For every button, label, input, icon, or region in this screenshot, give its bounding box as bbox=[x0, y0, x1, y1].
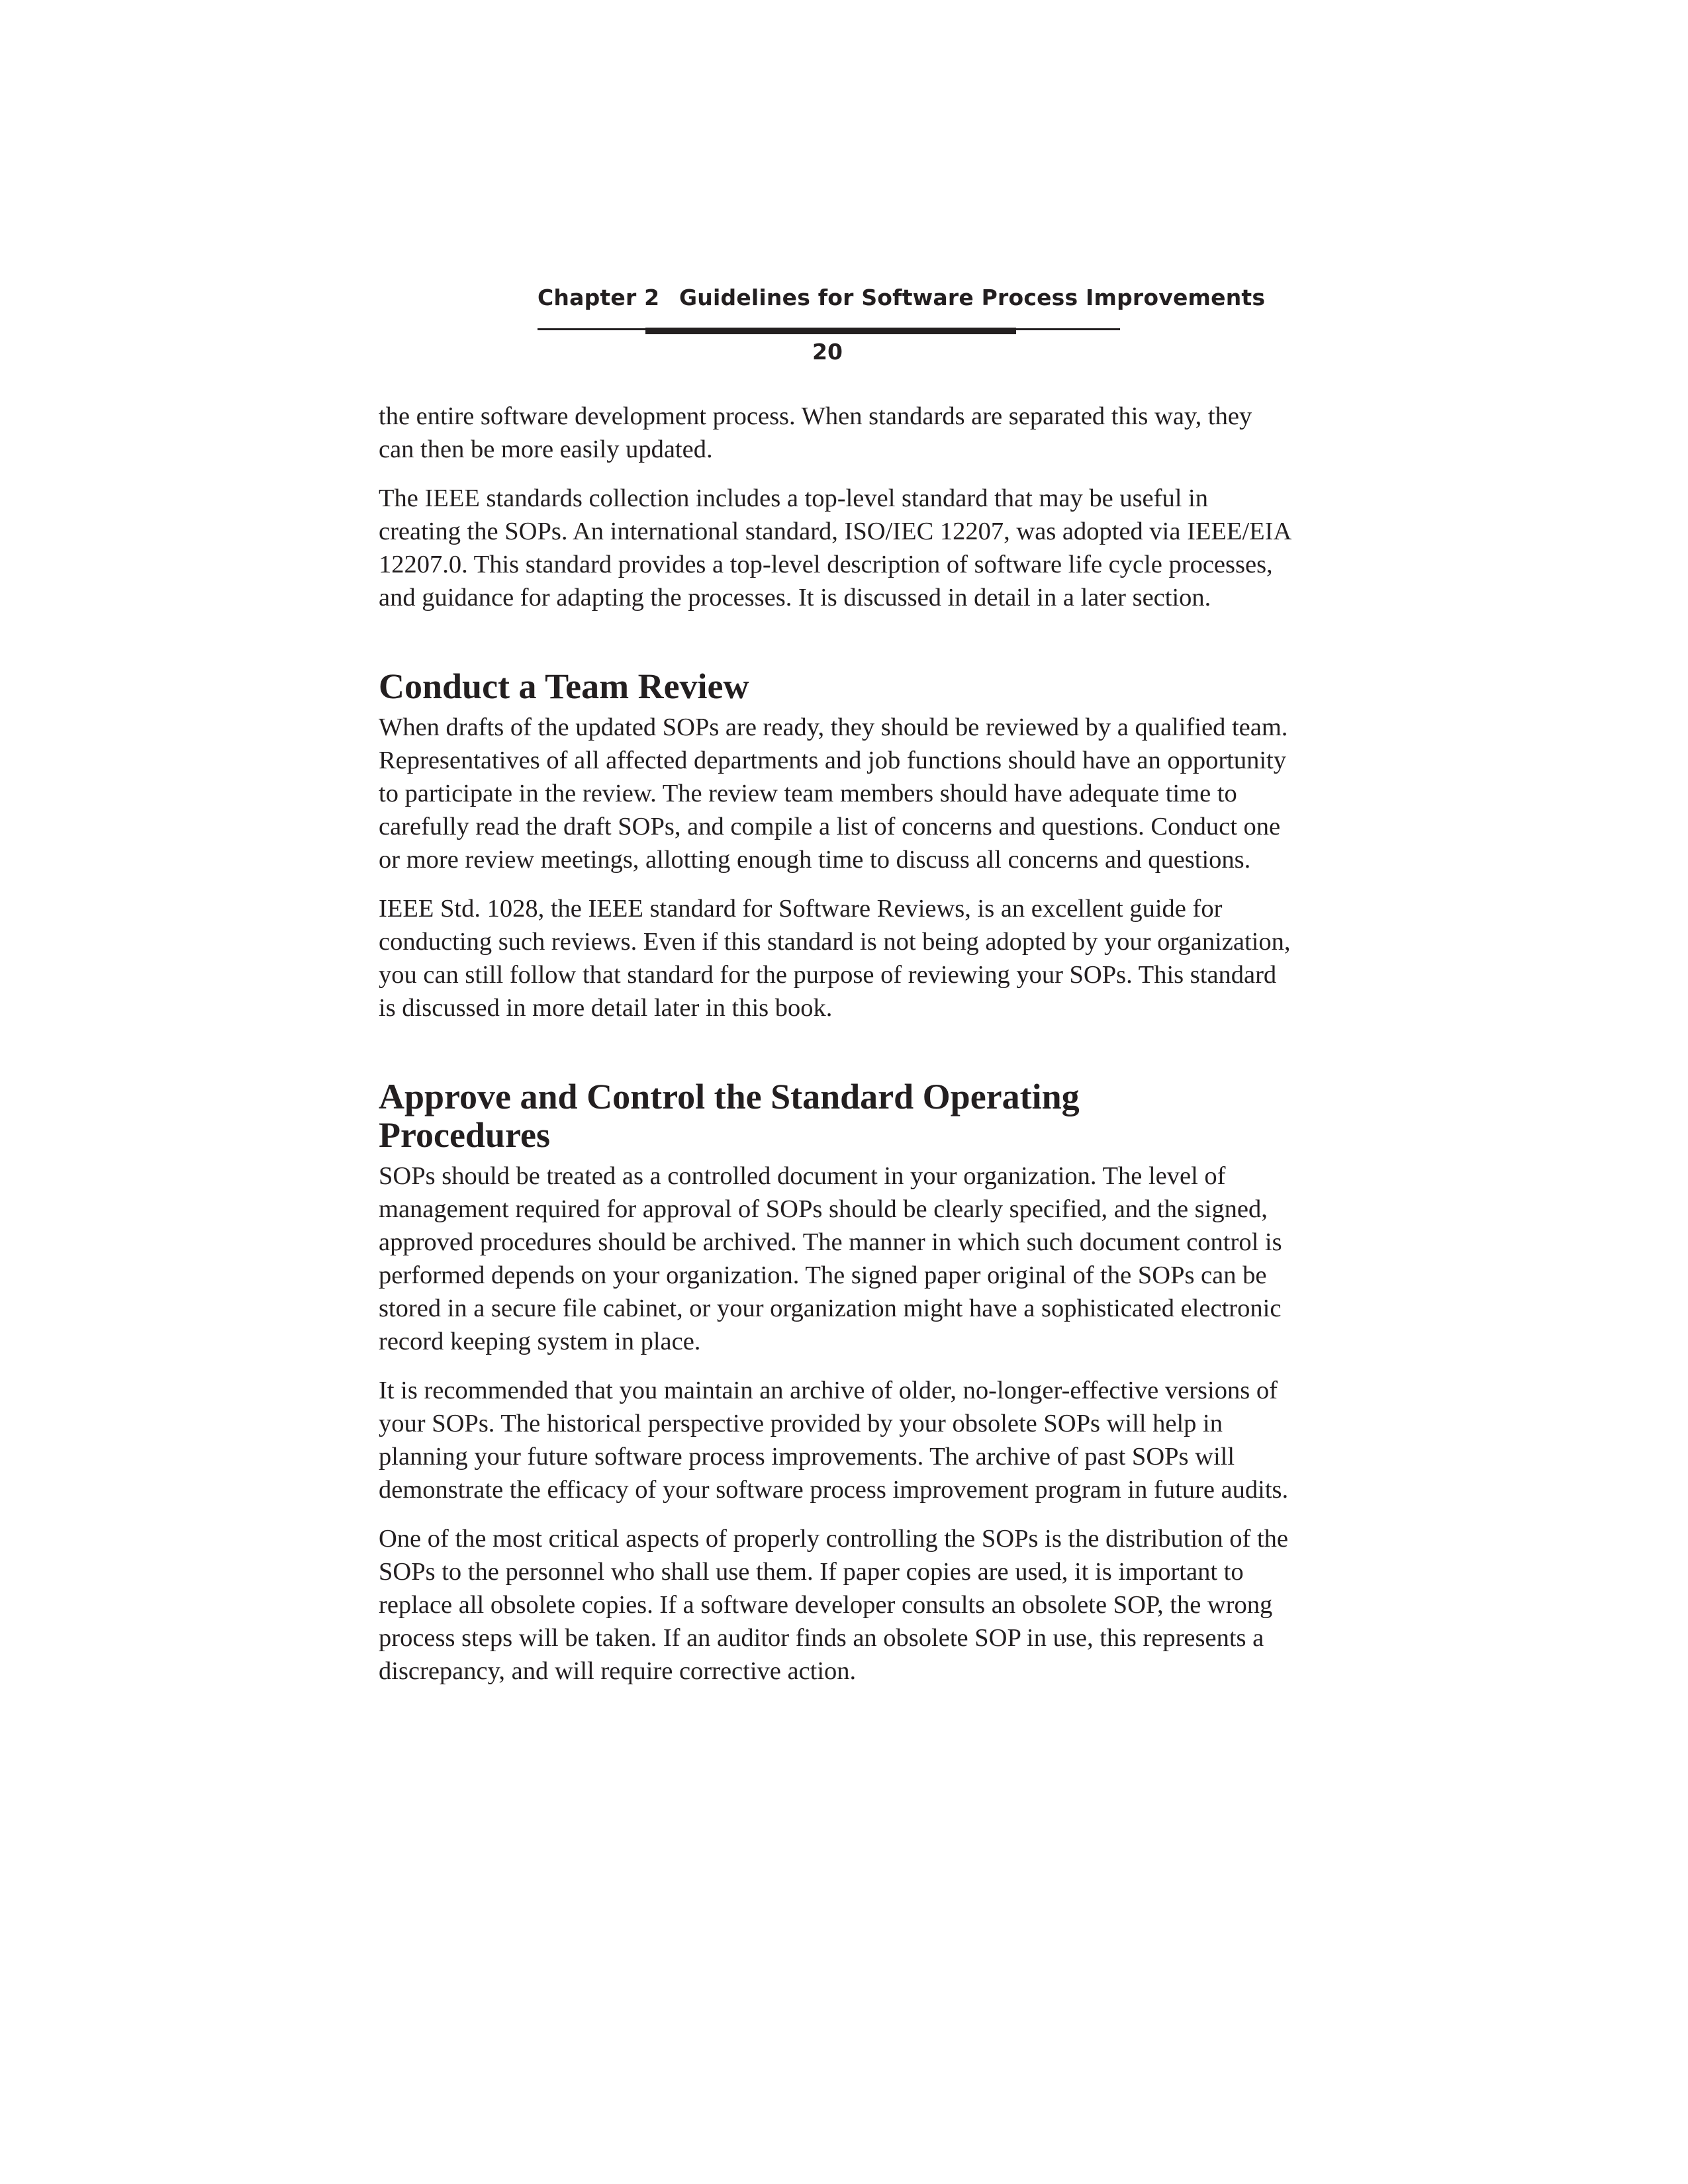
paragraph: The IEEE standards collection includes a top-level standard that may be useful in creating the SOPs. An international standard, ISO/IEC 12207, was adopted via IEEE/EIA 12207.0. This standard provides a top-level description of software life cycle processes, and guidance for adapting the processes. It is discussed in detail in a later section. bbox=[379, 484, 1291, 612]
paragraph: One of the most critical aspects of properly controlling the SOPs is the distribution of the SOPs to the personnel who shall use them. If paper copies are used, it is important to replace all obsolete copies. If a software developer consults an obsolete SOP, the wrong process steps will be taken. If an auditor finds an obsolete SOP in use, this represents a discrepancy, and will require corrective action. bbox=[379, 1525, 1288, 1685]
section-heading-team-review: Conduct a Team Review bbox=[379, 666, 749, 706]
paragraph: When drafts of the updated SOPs are ready, they should be reviewed by a qualified team. Representatives of all affected departments and job functions should have an opportunity to participate in the review. The review team members should have adequate time to carefully read the draft SOPs, and compile a list of concerns and questions. Conduct one or more review meetings, allotting enough time to discuss all concerns and questions. bbox=[379, 713, 1288, 874]
page-body bbox=[379, 400, 1292, 1704]
section-heading-approve-control: Approve and Control the Standard Operating Procedures bbox=[379, 1077, 1080, 1155]
chapter-title: Guidelines for Software Process Improvements bbox=[679, 285, 1266, 310]
running-head bbox=[538, 285, 1266, 310]
paragraph: It is recommended that you maintain an archive of older, no-longer-effective versions of your SOPs. The historical perspective provided by your obsolete SOPs will help in planning your future software process improvements. The archive of past SOPs will demonstrate the efficacy of your software process improvement program in future audits. bbox=[379, 1377, 1289, 1504]
page-number: 20 bbox=[812, 339, 843, 365]
header-rule-bold bbox=[645, 328, 1016, 334]
paragraph: SOPs should be treated as a controlled document in your organization. The level of management required for approval of SOPs should be clearly specified, and the signed, approved procedures should be archived. The manner in which such document control is performed depends on your organization. The signed paper original of the SOPs can be stored in a secure file cabinet, or your organization might have a sophisticated electronic record keeping system in place. bbox=[379, 1162, 1282, 1355]
chapter-label: Chapter 2 bbox=[538, 285, 660, 310]
paragraph: the entire software development process. When standards are separated this way, they can then be more easily updated. bbox=[379, 402, 1252, 463]
paragraph: IEEE Std. 1028, the IEEE standard for Software Reviews, is an excellent guide for conducting such reviews. Even if this standard is not being adopted by your organization, you can still follow that standard for the purpose of reviewing your SOPs. This standard is discussed in more detail later in this book. bbox=[379, 895, 1291, 1022]
